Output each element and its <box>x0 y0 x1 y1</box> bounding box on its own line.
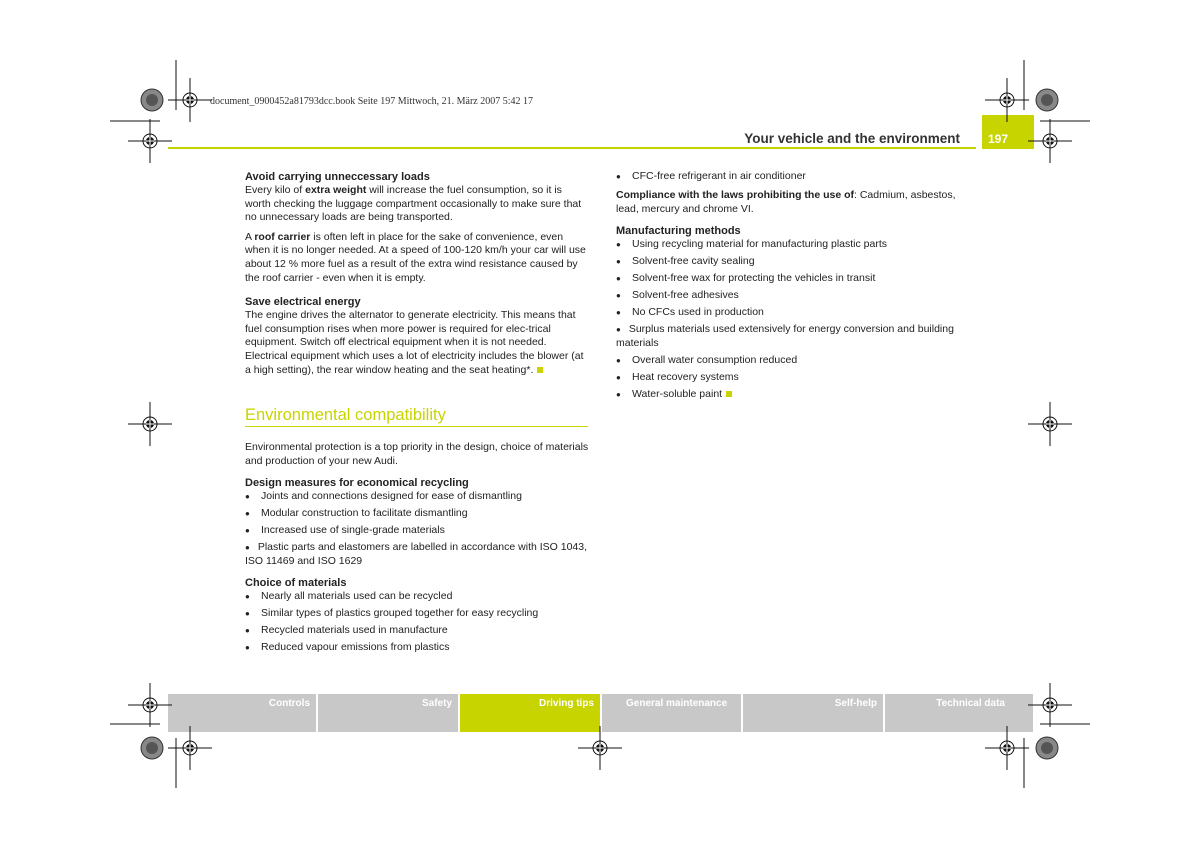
list-item: ● Solvent-free cavity sealing <box>616 255 961 269</box>
list-item: ● Solvent-free wax for protecting the vehicles in transit <box>616 272 961 286</box>
registration-cross-icon <box>168 78 212 122</box>
list-item: ● Solvent-free adhesives <box>616 289 961 303</box>
list-item: ● Reduced vapour emissions from plastics <box>245 641 590 655</box>
registration-cross-icon <box>985 78 1029 122</box>
tab-self-help[interactable]: Self-help <box>743 694 883 732</box>
tab-controls[interactable]: Controls <box>168 694 316 732</box>
list-item: ● Nearly all materials used can be recycled <box>245 590 590 604</box>
compliance-paragraph: Compliance with the laws prohibiting the use of: Cadmium, asbestos, lead, mercury and chrome VI. <box>616 188 956 215</box>
list-item: ● Surplus materials used extensively for energy conversion and building materials <box>616 323 961 350</box>
electrical-paragraph: The engine drives the alternator to generate electricity. This means that fuel consumption rises when more power is required for elec-trical equipment. Switch off electrical equipment when it is not needed. Electrical equipment which uses a lot of electricity includes the blower (at a high setting), the rear window heating and the seat heating*. <box>245 309 584 376</box>
choice-of-materials-heading: Choice of materials <box>245 576 347 589</box>
list-item: ● Joints and connections designed for ease of dismantling <box>245 490 590 504</box>
registration-star-icon <box>1036 89 1058 111</box>
registration-cross-icon <box>128 402 172 446</box>
list-item: ● Water-soluble paint <box>616 388 961 402</box>
registration-cross-icon <box>1028 119 1072 163</box>
tab-technical-data[interactable]: Technical data <box>885 694 1033 732</box>
tab-driving-tips[interactable]: Driving tips <box>460 694 600 732</box>
print-info: document_0900452a81793dcc.book Seite 197 Mittwoch, 21. März 2007 5:42 17 <box>210 96 534 107</box>
list-item: ● Using recycling material for manufacturing plastic parts <box>616 238 961 252</box>
list-item: ● No CFCs used in production <box>616 306 961 320</box>
registration-cross-icon <box>1028 402 1072 446</box>
tab-safety[interactable]: Safety <box>318 694 458 732</box>
registration-cross-icon <box>1028 683 1072 727</box>
list-item: ● Increased use of single-grade materials <box>245 524 590 538</box>
registration-cross-icon <box>168 726 212 770</box>
list-item: ● Plastic parts and elastomers are labelled in accordance with ISO 1043, ISO 11469 and ISO 1629 <box>245 541 590 568</box>
registration-cross-icon <box>985 726 1029 770</box>
design-measures-heading: Design measures for economical recycling <box>245 477 469 490</box>
list-item: ● Heat recovery systems <box>616 371 961 385</box>
registration-cross-icon <box>128 119 172 163</box>
list-item: ● Modular construction to facilitate dismantling <box>245 507 590 521</box>
tab-general-maintenance[interactable]: General maintenance <box>602 694 741 732</box>
environmental-intro: Environmental protection is a top priority in the design, choice of materials and production of your new Audi. <box>245 441 589 467</box>
registration-cross-icon <box>578 726 622 770</box>
roof-carrier-paragraph: A roof carrier is often left in place for the sake of convenience, even when it is no longer needed. At a speed of 100-120 km/h your car will use about 12 % more fuel as a result of the extra wind resistance caused by the roof carrier - even when it is empty. <box>245 230 586 284</box>
electrical-heading: Save electrical energy <box>245 296 361 309</box>
registration-star-icon <box>1036 737 1058 759</box>
page-number: 197 <box>988 132 1009 146</box>
registration-star-icon <box>141 737 163 759</box>
registration-cross-icon <box>128 683 172 727</box>
avoid-loads-heading: Avoid carrying unneccessary loads <box>245 171 430 183</box>
list-item: ● CFC-free refrigerant in air conditioner <box>616 170 961 184</box>
manufacturing-heading: Manufacturing methods <box>616 225 741 238</box>
extra-weight-paragraph: Every kilo of extra weight will increase the fuel consumption, so it is worth checking the luggage compartment occasionally to make sure that no unnecessary loads are being transported. <box>245 184 582 224</box>
registration-star-icon <box>141 89 163 111</box>
list-item: ● Similar types of plastics grouped together for easy recycling <box>245 607 590 621</box>
environmental-section-title: Environmental compatibility <box>245 406 446 425</box>
page-title: Your vehicle and the environment <box>744 131 960 146</box>
list-item: ● Recycled materials used in manufacture <box>245 624 590 638</box>
list-item: ● Overall water consumption reduced <box>616 354 961 368</box>
